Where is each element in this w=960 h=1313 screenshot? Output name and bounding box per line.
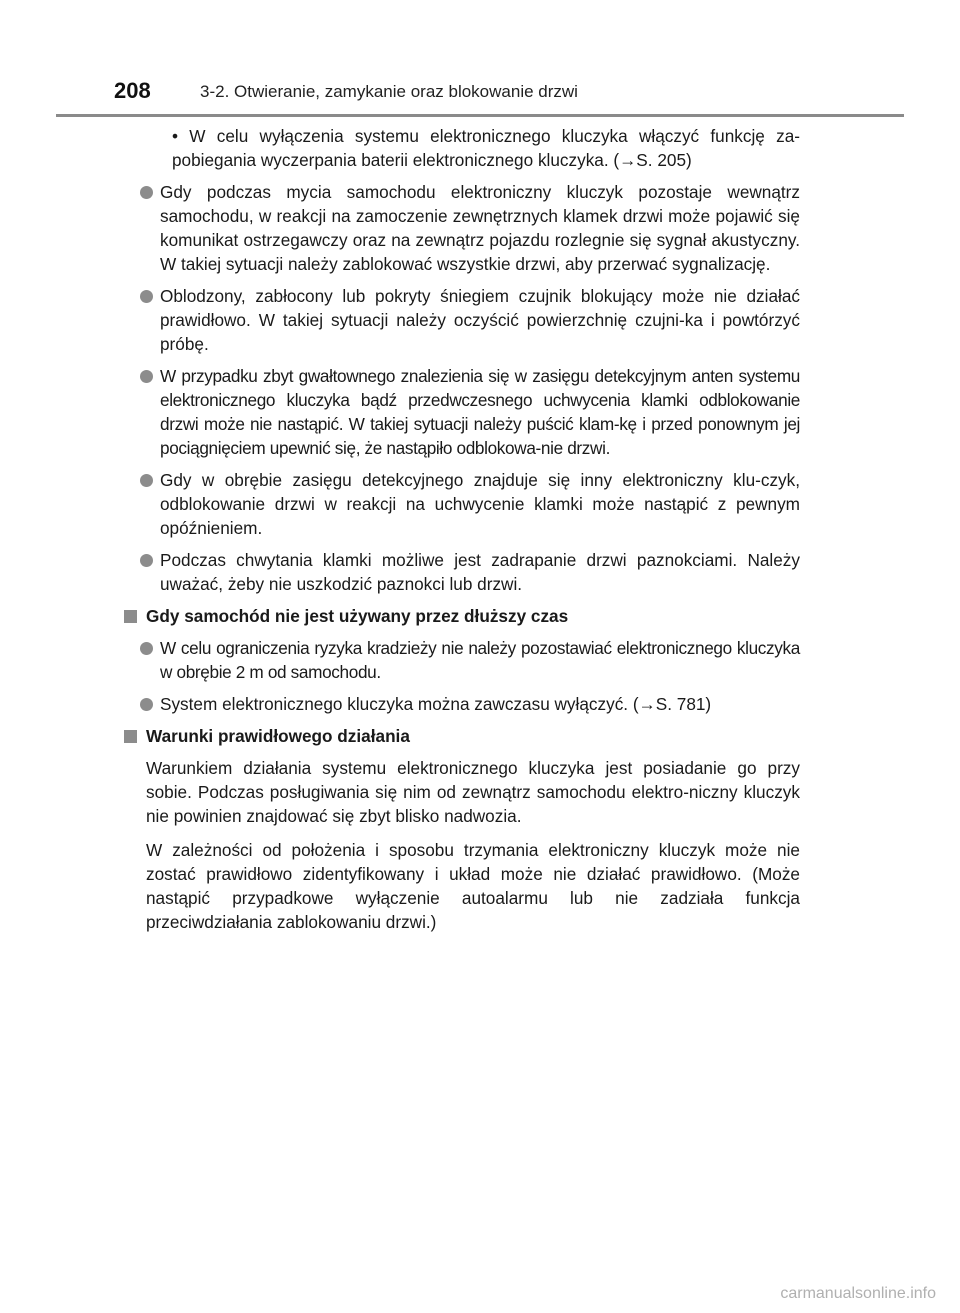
list-item-text: System elektronicznego kluczyka można zawczasu wyłączyć. (→S. 781) [160,694,712,714]
heading-text: Warunki prawidłowego działania [146,726,410,746]
section-heading-long-unused [124,604,800,628]
section-title: 3-2. Otwieranie, zamykanie oraz blokowanie drzwi [200,82,578,101]
bullet-dot-icon [140,642,153,655]
list-item-text: Gdy podczas mycia samochodu elektroniczny kluczyk pozostaje wewnątrz samochodu, w reakcji na zamoczenie zewnętrznych klamek drzwi może pojawić się komunikat ostrzegawczy oraz na zewnątrz pojazdu rozlegnie się sygnał akustyczny. W takiej sytuacji należy zablokować wszystkie drzwi, aby przerwać sygnalizację. [160,182,800,274]
list-item [124,548,800,596]
bullet-dot-icon [140,698,153,711]
header-rule [56,114,904,117]
list-item [124,180,800,276]
bullet-dot-icon [140,186,153,199]
list-item-text: Oblodzony, zabłocony lub pokryty śniegiem czujnik blokujący może nie działać prawidłowo. W takiej sytuacji należy oczyścić powierzchnię czujni-ka i powtórzyć próbę. [160,286,800,354]
list-item [124,692,800,716]
bullet-intro-text: • W celu wyłączenia systemu elektronicznego kluczyka włączyć funkcję za-pobiegania wyczerpania baterii elektronicznego kluczyka. (→S. 205) [172,126,800,170]
bullet-dot-icon [140,370,153,383]
list-item [124,364,800,460]
list-item [124,284,800,356]
bullet-dot-icon [140,290,153,303]
paragraph: W zależności od położenia i sposobu trzymania elektroniczny kluczyk może nie zostać prawidłowo zidentyfikowany i układ może nie działać prawidłowo. (Może nastąpić przypadkowe wyłączenie autoalarmu lub nie zadziała funkcja przeciwdziałania zablokowaniu drzwi.) [146,840,800,932]
page-header [60,78,904,112]
list-item [124,636,800,684]
paragraph: Warunkiem działania systemu elektronicznego kluczyka jest posiadanie go przy sobie. Podczas posługiwania się nim od zewnątrz samochodu elektro-niczny kluczyk nie powinien znajdować się zbyt blisko nadwozia. [146,758,800,826]
section-heading-conditions [124,724,800,748]
square-bullet-icon [124,610,137,623]
list-item-text: W przypadku zbyt gwałtownego znalezienia się w zasięgu detekcyjnym anten systemu elektronicznego kluczyka bądź przedwczesnego uchwycenia klamki odblokowanie drzwi może nie nastąpić. W takiej sytuacji należy puścić klam-kę i przed ponownym jej pociągnięciem upewnić się, że nastąpiło odblokowa-nie drzwi. [160,366,800,458]
list-item-text: Podczas chwytania klamki możliwe jest zadrapanie drzwi paznokciami. Należy uważać, żeby nie uszkodzić paznokci lub drzwi. [160,550,800,594]
list-item-text: Gdy w obrębie zasięgu detekcyjnego znajduje się inny elektroniczny klu-czyk, odblokowanie drzwi w reakcji na uchwycenie klamki może nastąpić z pewnym opóźnieniem. [160,470,800,538]
bullet-dot-icon [140,554,153,567]
bullet-dot-icon [140,474,153,487]
page-number: 208 [114,78,151,103]
list-item-text: W celu ograniczenia ryzyka kradzieży nie należy pozostawiać elektronicznego kluczyka w obrębie 2 m od samochodu. [160,638,800,682]
list-item [124,468,800,540]
square-bullet-icon [124,730,137,743]
watermark-text: carmanualsonline.info [780,1285,936,1302]
heading-text: Gdy samochód nie jest używany przez dłuższy czas [146,606,569,626]
page-content [124,124,800,944]
sub-bullet-item [124,124,800,172]
